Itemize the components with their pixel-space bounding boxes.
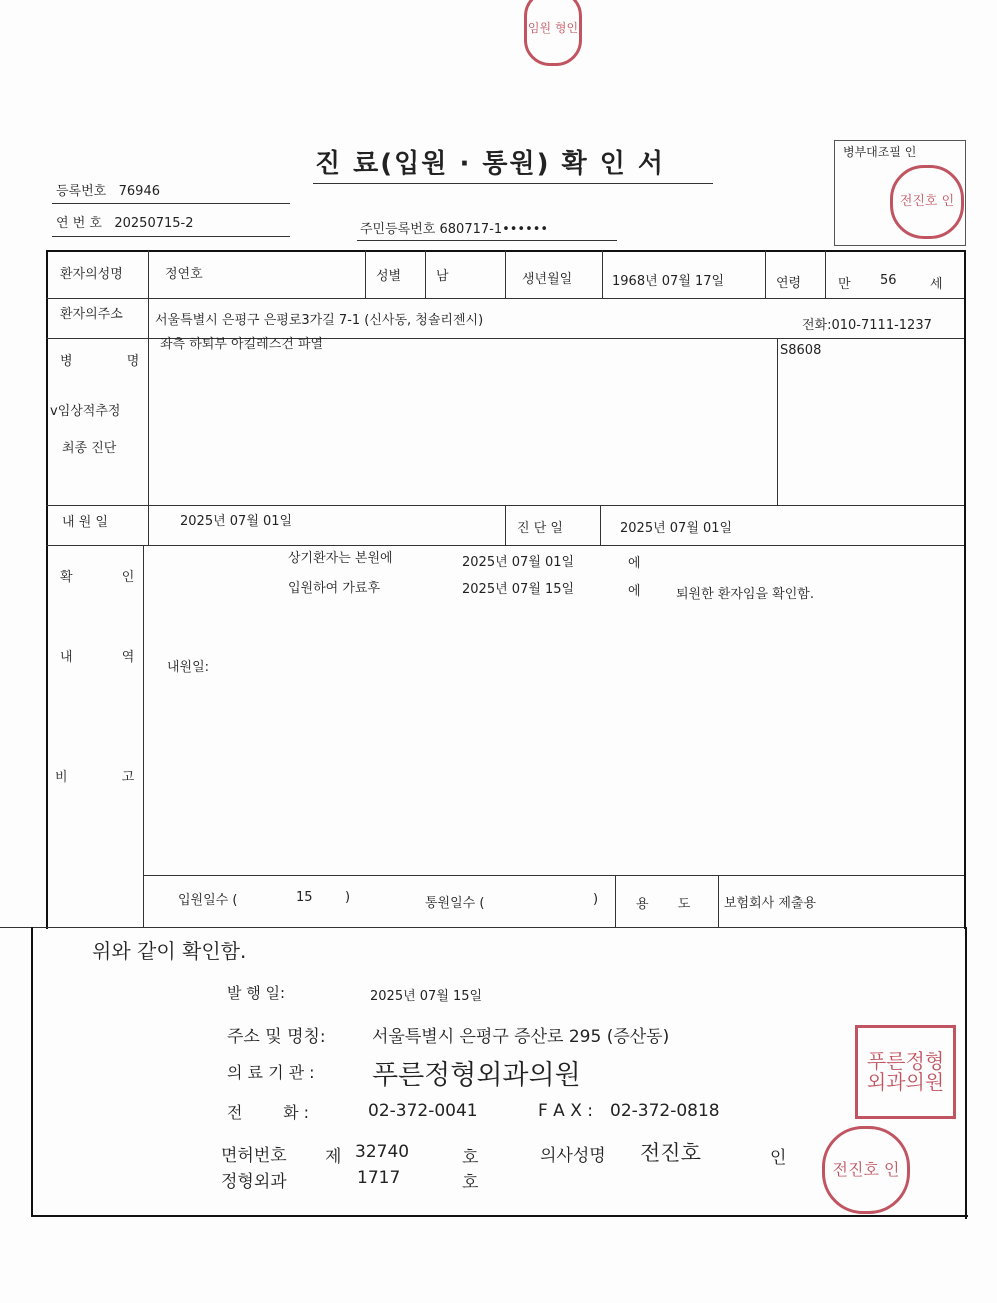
outpatient-close: ): [593, 892, 599, 907]
statement: 위와 같이 확인함.: [92, 939, 247, 963]
tel-label: 전 화 :: [227, 1103, 310, 1122]
inpatient-close: ): [345, 890, 351, 905]
doctor-label: 의사성명: [540, 1146, 606, 1166]
confirm-label: 확 인: [60, 570, 135, 585]
diagnosis-text: 좌측 하퇴부 아킬레스건 파열: [160, 337, 324, 352]
purpose-label: 용 도: [636, 897, 691, 912]
sex-label: 성별: [376, 269, 402, 284]
doctor-name: 전진호: [640, 1141, 701, 1165]
serial-label: 연 번 호: [56, 216, 102, 231]
license-label: 면허번호: [221, 1146, 287, 1166]
registration-value: 76946: [118, 184, 160, 199]
diag-date: 2025년 07월 01일: [620, 521, 733, 536]
license-suffix: 호: [462, 1148, 479, 1168]
patient-sex: 남: [436, 269, 449, 284]
license-number: 32740: [355, 1142, 410, 1162]
confirm-line2-text: 입원하여 가료후: [288, 581, 381, 596]
serial: [56, 212, 194, 231]
final-label: 최종 진단: [62, 441, 117, 456]
disease-label: 병 명: [60, 354, 140, 369]
institution-address-label: 주소 및 명칭:: [227, 1027, 326, 1047]
resident-id-value: 680717-1••••••: [439, 222, 549, 237]
name-label: 환자의성명: [60, 267, 123, 282]
diag-date-label: 진 단 일: [517, 521, 563, 536]
discharge-date: 2025년 07월 15일: [462, 582, 575, 597]
fax: 02-372-0818: [610, 1101, 720, 1121]
specialty-label: 정형외과: [221, 1172, 287, 1192]
outpatient-days-label: 통원일수 (: [425, 896, 485, 911]
purpose: 보험회사 제출용: [724, 896, 817, 911]
resident-id: [360, 218, 548, 237]
top-seal: 임원 형인: [524, 0, 582, 66]
confirm-line1-text: 상기환자는 본원에: [288, 551, 393, 566]
resident-id-label: 주민등록번호: [360, 222, 436, 237]
check-box: [834, 140, 966, 246]
serial-value: 20250715-2: [114, 216, 194, 231]
registration: [56, 180, 160, 199]
admission-date: 2025년 07월 01일: [462, 555, 575, 570]
patient-name: 정연호: [165, 267, 203, 282]
check-box-label: 병부대조필 인: [843, 145, 917, 159]
confirm-line1-suffix: 에: [628, 556, 641, 571]
dob-label: 생년월일: [522, 272, 573, 287]
patient-address: 서울특별시 은평구 은평로3가길 7-1 (신사동, 청솔리젠시): [155, 313, 484, 328]
doctor-seal: 전진호 인: [822, 1126, 910, 1214]
remarks-label: 비 고: [55, 770, 135, 785]
issue-date-label: 발 행 일:: [227, 984, 286, 1002]
age-label: 연령: [776, 276, 802, 291]
diagnosis-code: S8608: [780, 343, 822, 358]
inpatient-days: 15: [296, 890, 313, 905]
clinical-label: v임상적추정: [50, 404, 121, 419]
tel: 02-372-0041: [368, 1101, 478, 1121]
fax-label: F A X :: [538, 1101, 593, 1121]
visit-days-label: 내원일:: [167, 660, 210, 675]
confirm-line2-suffix: 에: [628, 584, 641, 599]
age-prefix: 만: [838, 277, 851, 292]
history-label: 내 역: [60, 650, 135, 665]
check-seal: 전진호 인: [890, 165, 964, 239]
patient-age: 56: [880, 273, 897, 288]
visit-date: 2025년 07월 01일: [180, 514, 293, 529]
page-title: 진 료(입원 · 통원) 확 인 서: [315, 149, 665, 179]
specialty-suffix: 호: [462, 1173, 479, 1193]
institution-address: 서울특별시 은평구 증산로 295 (증산동): [372, 1027, 670, 1047]
specialty-number: 1717: [357, 1168, 401, 1188]
license-prefix: 제: [325, 1147, 342, 1167]
age-suffix: 세: [930, 277, 943, 292]
registration-label: 등록번호: [56, 184, 107, 199]
institution-label: 의 료 기 관 :: [227, 1063, 315, 1082]
inpatient-days-label: 입원일수 (: [178, 893, 238, 908]
seal-mark: 인: [770, 1148, 787, 1168]
address-label: 환자의주소: [60, 307, 123, 322]
hospital-seal: 푸른정형 외과의원: [855, 1025, 956, 1119]
issue-date: 2025년 07월 15일: [370, 989, 483, 1004]
patient-phone: 전화:010-7111-1237: [802, 318, 932, 333]
institution-name: 푸른정형외과의원: [372, 1060, 581, 1091]
patient-dob: 1968년 07월 17일: [612, 274, 725, 289]
visit-label: 내 원 일: [62, 515, 108, 530]
confirm-statement: 퇴원한 환자임을 확인함.: [676, 587, 814, 602]
